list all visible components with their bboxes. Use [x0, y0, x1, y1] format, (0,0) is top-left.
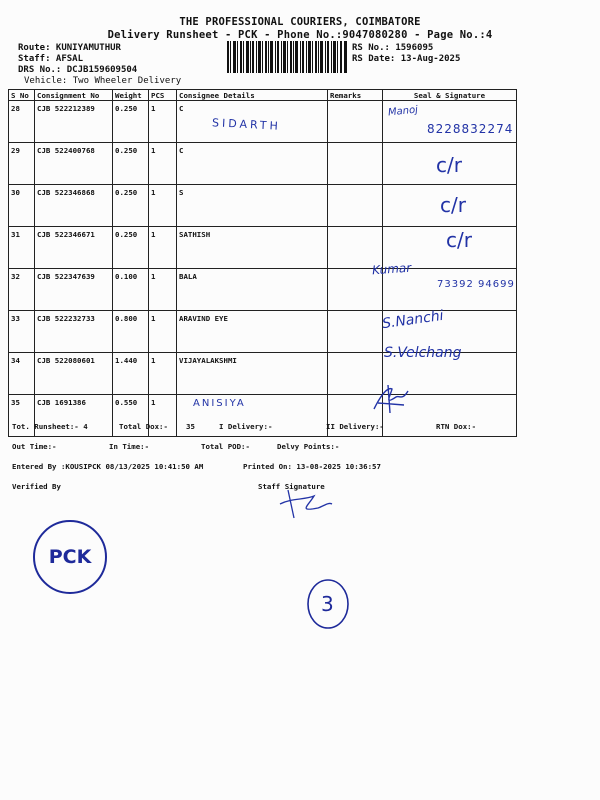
cell-weight: 0.250: [113, 143, 149, 185]
staff-signature-label: Staff Signature: [258, 482, 325, 491]
handwritten-cr-mark: c/r: [446, 228, 472, 252]
cell-consignment-no: CJB 522347639: [35, 269, 113, 311]
circled-number-text: 3: [321, 592, 334, 616]
cell-sno: 28: [9, 101, 35, 143]
pck-stamp: [33, 520, 107, 594]
cell-sno: 29: [9, 143, 35, 185]
handwritten-phone: 8228832274: [427, 122, 514, 136]
cell-weight: 1.440: [113, 353, 149, 395]
col-header-seal-signature: Seal & Signature: [383, 90, 517, 101]
tot-runsheet: Tot. Runsheet:- 4: [12, 422, 88, 431]
table-header-row: [9, 90, 517, 101]
cell-weight: 0.800: [113, 311, 149, 353]
cell-pcs: 1: [149, 143, 177, 185]
cell-pcs: 1: [149, 185, 177, 227]
cell-remarks: [328, 143, 383, 185]
cell-consignment-no: CJB 522346868: [35, 185, 113, 227]
handwritten-consignee-name: ANISIYA: [193, 398, 246, 409]
handwritten-cr-mark: c/r: [436, 153, 462, 177]
cell-consignee: SATHISH: [177, 227, 328, 269]
col-header-sno: S No: [9, 90, 35, 101]
staff-label: Staff: AFSAL: [18, 54, 84, 64]
cell-weight: 0.250: [113, 101, 149, 143]
cell-consignee: ARAVIND EYE: [177, 311, 328, 353]
i-delivery: I Delivery:-: [219, 422, 273, 431]
rs-number: RS No.: 1596095: [352, 43, 434, 53]
printed-on: Printed On: 13-08-2025 10:36:57: [243, 462, 381, 471]
cell-pcs: 1: [149, 311, 177, 353]
cell-remarks: [328, 101, 383, 143]
rs-date: RS Date: 13-Aug-2025: [352, 54, 461, 64]
entered-by: Entered By :KOUSIPCK 08/13/2025 10:41:50 AM: [12, 462, 204, 471]
cell-consignment-no: CJB 522400768: [35, 143, 113, 185]
col-header-consignee: Consignee Details: [177, 90, 328, 101]
cell-consignee: C: [177, 101, 328, 143]
cell-weight: 0.550: [113, 395, 149, 437]
cell-sno: 34: [9, 353, 35, 395]
col-header-consignment: Consignment No: [35, 90, 113, 101]
handwritten-consignee-name: SIDARTH: [211, 116, 282, 133]
cell-sno: 33: [9, 311, 35, 353]
cell-consignment-no: CJB 522080601: [35, 353, 113, 395]
cell-consignment-no: CJB 522212389: [35, 101, 113, 143]
cell-pcs: 1: [149, 395, 177, 437]
cell-sno: 30: [9, 185, 35, 227]
cell-consignee: BALA: [177, 269, 328, 311]
cell-weight: 0.250: [113, 185, 149, 227]
handwritten-phone: 73392 94699: [437, 279, 515, 290]
cell-pcs: 1: [149, 227, 177, 269]
cell-sno: 35: [9, 395, 35, 437]
total-pod: Total POD:-: [201, 442, 250, 451]
total-dox-label: Total Dox:-: [119, 422, 168, 431]
cell-sno: 32: [9, 269, 35, 311]
handwritten-signature: S.Velchang: [384, 345, 462, 361]
barcode-image: [227, 41, 347, 73]
runsheet-table: [8, 89, 517, 437]
cell-consignee: S: [177, 185, 328, 227]
staff-signature-scribble-icon: [278, 486, 334, 522]
cell-consignee: VIJAYALAKSHMI: [177, 353, 328, 395]
scribble-signature-icon: [370, 383, 412, 417]
handwritten-receiver-name: Manoj: [387, 104, 419, 119]
col-header-pcs: PCS: [149, 90, 177, 101]
stamp-text: PCK: [48, 546, 92, 568]
out-time: Out Time:-: [12, 442, 57, 451]
cell-pcs: 1: [149, 269, 177, 311]
table-row: [9, 227, 517, 269]
cell-remarks: [328, 311, 383, 353]
col-header-remarks: Remarks: [328, 90, 383, 101]
cell-pcs: 1: [149, 101, 177, 143]
verified-by: Verified By: [12, 482, 61, 491]
handwritten-cr-mark: c/r: [440, 193, 466, 217]
handwritten-receiver-name: Kumar: [371, 260, 412, 278]
delvy-points: Delvy Points:-: [277, 442, 340, 451]
ii-delivery: II Delivery:-: [326, 422, 384, 431]
company-title: THE PROFESSIONAL COURIERS, COIMBATORE: [179, 16, 421, 28]
in-time: In Time:-: [109, 442, 150, 451]
route-label: Route: KUNIYAMUTHUR: [18, 43, 121, 53]
drs-number: DRS No.: DCJB159609504: [18, 65, 138, 75]
total-dox-value: 35: [186, 422, 195, 431]
col-header-weight: Weight: [113, 90, 149, 101]
rtn-dox: RTN Dox:-: [436, 422, 477, 431]
runsheet-subtitle: Delivery Runsheet - PCK - Phone No.:9047080280 - Page No.:4: [107, 29, 493, 41]
handwritten-signature: S.Nanchi: [381, 307, 445, 333]
cell-consignment-no: CJB 1691386: [35, 395, 113, 437]
cell-pcs: 1: [149, 353, 177, 395]
cell-weight: 0.100: [113, 269, 149, 311]
cell-consignment-no: CJB 522346671: [35, 227, 113, 269]
cell-remarks: [328, 185, 383, 227]
cell-consignment-no: CJB 522232733: [35, 311, 113, 353]
cell-sno: 31: [9, 227, 35, 269]
vehicle-label: Vehicle: Two Wheeler Delivery: [24, 76, 182, 86]
cell-consignee: C: [177, 143, 328, 185]
cell-weight: 0.250: [113, 227, 149, 269]
